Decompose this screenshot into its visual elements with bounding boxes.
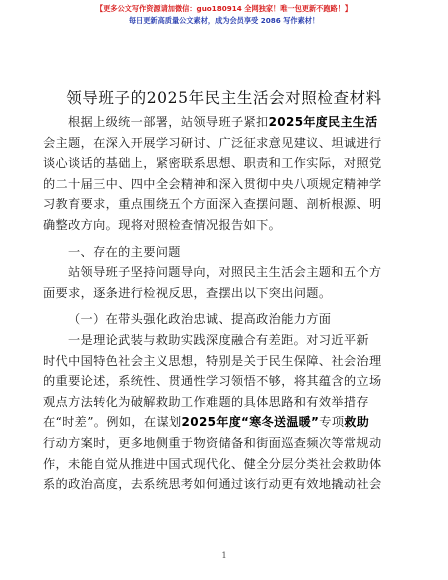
section-heading: 一、存在的主要问题 [68,244,181,259]
promo-banner-bottom: 每日更新高质量公文素材，成为会员享受 2086 写作素材！ [128,16,320,25]
paragraph-line: 一是理论武装与救助实践深度融合有差距。对习近平新 [68,332,369,347]
text-run: 专项 [319,415,345,430]
paragraph-line: 确整改方向。现将对照检查情况报告如下。 [43,217,282,232]
paragraph-line: 系的政治高度，去系统思考如何通过该行动更有效地撬动社会 [43,477,382,492]
paragraph-line [43,112,407,133]
emphasis-text: 2025年度“寒冬送温暖” [181,415,320,430]
paragraph-line: 谈心谈话的基础上，紧密联系思想、职责和工作实际，对照党 [43,156,382,171]
paragraph-line: 时代中国特色社会主义思想，特别是关于民生保障、社会治理 [43,353,382,368]
paragraph-line: 观点方法转化为破解救助工作难题的具体思路和有效举措存 [43,394,369,409]
paragraph-line: 站领导班子坚持问题导向，对照民主生活会主题和五个方 [68,265,382,280]
paragraph-line: 的重要论述，系统性、贯通性学习领悟不够，将其蕴含的立场 [43,374,382,389]
paragraph-line: 作，未能自觉从推进中国式现代化、健全分层分类社会救助体 [43,456,382,471]
emphasis-text: 救助 [344,415,370,430]
paragraph-line: 行动方案时，更多地侧重于物资储备和街面巡查频次等常规动 [43,435,382,450]
paragraph-line: 面要求，逐条进行检视反思，查摆出以下突出问题。 [43,285,332,300]
paragraph-line [43,412,407,433]
text-run: 在“时差”。例如，在谋划 [43,415,182,430]
promo-banner-top: 【更多公文写作资源请加微信：guo180914 全网独家！唯一包更新不跑路！】 [95,4,353,13]
document-body [43,112,407,495]
page-number: 1 [221,551,227,560]
emphasis-text: 2025年度民主生活 [268,115,378,129]
paragraph-line: 会主题，在深入开展学习研讨、广泛征求意见建议、坦诚进行 [43,135,382,150]
text-run: 根据上级统一部署，站领导班子紧扣 [68,115,269,129]
paragraph-line: 习教育要求，重点围绕五个方面深入查摆问题、剖析根源、明 [43,197,382,212]
document-title: 领导班子的2025年民主生活会对照检查材料 [66,89,382,107]
paragraph-line: 的二十届三中、四中全会精神和深入贯彻中央八项规定精神学 [43,176,382,191]
subsection-heading: （一）在带头强化政治忠诚、提高政治能力方面 [68,312,332,327]
